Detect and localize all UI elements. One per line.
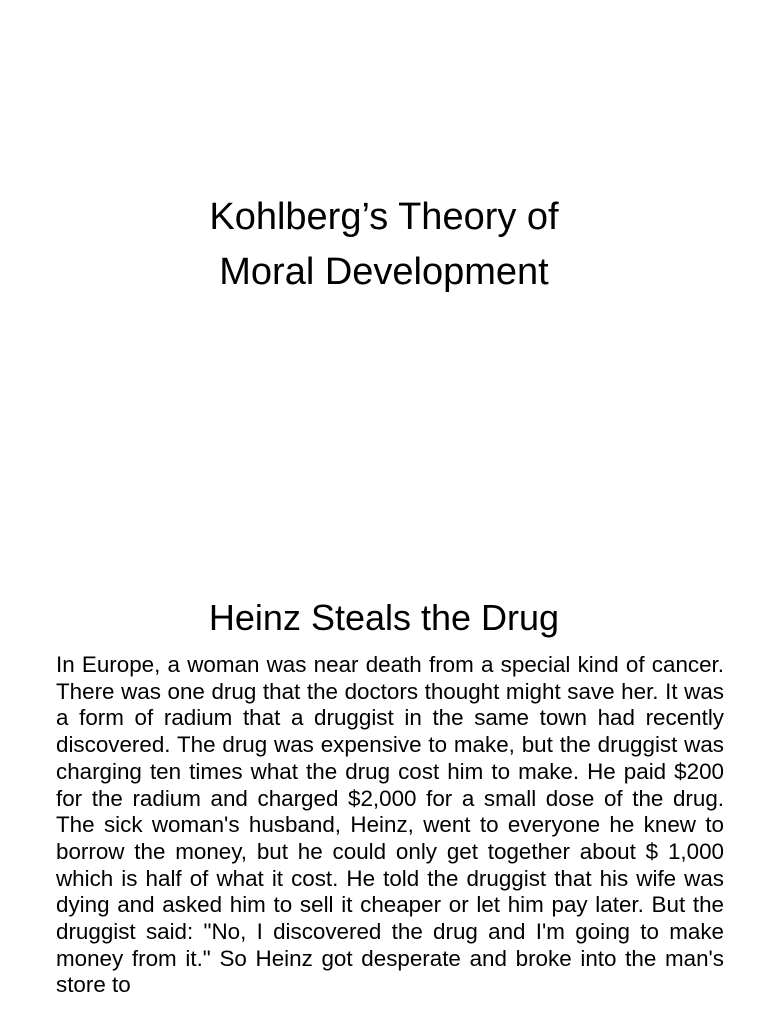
content-slide bbox=[0, 576, 768, 1024]
slide-title bbox=[0, 190, 768, 300]
slide-title-line-2: Moral Development bbox=[219, 251, 549, 293]
story-paragraph: In Europe, a woman was near death from a special kind of cancer. There was one drug that the doctors thought might save her. It was a form of radium that a druggist in the same town had recently discovered. The drug was expensive to make, but the druggist was charging ten times what the drug cost him to make. He paid $200 for the radium and charged $2,000 for a small dose of the drug. The sick woman's husband, Heinz, went to everyone he knew to borrow the money, but he could only get together about $ 1,000 which is half of what it cost. He told the druggist that his wife was dying and asked him to sell it cheaper or let him pay later. But the druggist said: "No, I discovered the drug and I'm going to make money from it." So Heinz got desperate and broke into the man's store to bbox=[56, 652, 724, 998]
slide-heading: Heinz Steals the Drug bbox=[208, 597, 560, 638]
slide-title-line-1: Kohlberg’s Theory of bbox=[209, 196, 559, 238]
